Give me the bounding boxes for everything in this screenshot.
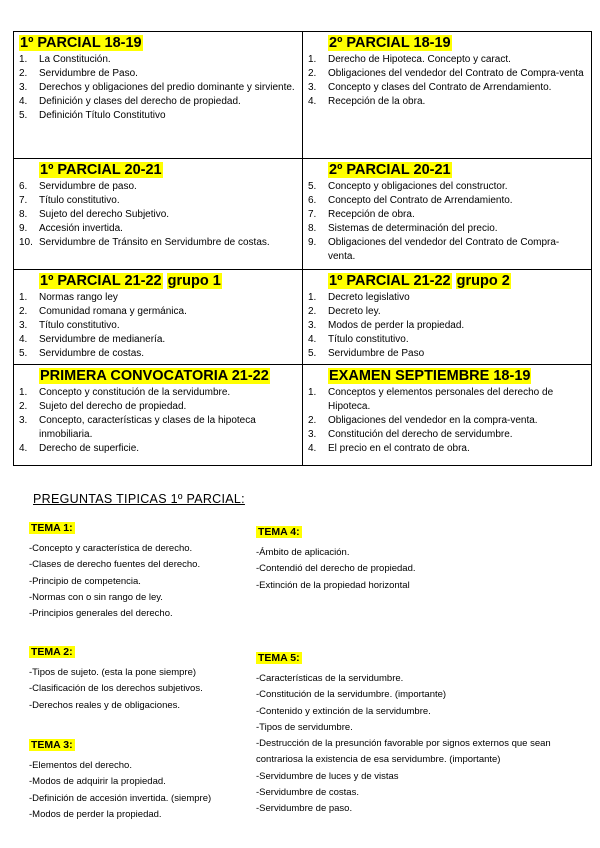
question-item <box>308 386 586 414</box>
question-list <box>308 180 586 264</box>
item-text: Sistemas de determinación del precio. <box>328 223 498 234</box>
item-text: Título constitutivo. <box>328 334 409 345</box>
question-item <box>19 414 297 442</box>
question-item <box>308 319 586 333</box>
tema-item: -Clasificación de los derechos subjetivos. <box>29 683 203 695</box>
item-number: 10. <box>19 237 33 248</box>
question-item <box>308 180 586 194</box>
item-number: 1. <box>308 387 317 398</box>
question-item <box>19 319 297 333</box>
question-item <box>19 208 297 222</box>
item-number: 1. <box>19 54 28 65</box>
tema-item: -Modos de adquirir la propiedad. <box>29 776 166 788</box>
question-list <box>308 291 586 361</box>
question-item <box>308 442 586 456</box>
tema-item: -Contenido y extinción de la servidumbre. <box>256 705 431 717</box>
question-item <box>19 222 297 236</box>
question-list <box>308 53 586 109</box>
item-text: Concepto, características y clases de la hipoteca inmobiliaria. <box>39 415 256 440</box>
question-item <box>19 109 297 123</box>
question-list <box>19 291 297 361</box>
question-item <box>308 347 586 361</box>
tema-title: TEMA 2: <box>31 646 73 658</box>
item-number: 8. <box>19 209 28 220</box>
question-item <box>308 53 586 67</box>
question-item <box>308 414 586 428</box>
cell-1-parcial-18-19 <box>14 32 303 159</box>
item-number: 3. <box>308 429 317 440</box>
question-list <box>308 386 586 456</box>
tema-item: -Normas con o sin rango de ley. <box>29 591 163 603</box>
tema-item: -Servidumbre de paso. <box>256 803 353 815</box>
item-number: 1. <box>308 54 317 65</box>
item-text: Servidumbre de Paso <box>328 348 425 359</box>
item-number: 2. <box>308 415 317 426</box>
question-item <box>308 222 586 236</box>
item-number: 2. <box>308 306 317 317</box>
item-text: Modos de perder la propiedad. <box>328 320 465 331</box>
item-text: Concepto y constitución de la servidumbre. <box>39 387 231 398</box>
section-heading: PREGUNTAS TIPICAS 1º PARCIAL: <box>33 492 245 506</box>
tema-item: -Ámbito de aplicación. <box>256 547 350 558</box>
item-text: Servidumbre de medianería. <box>39 334 166 345</box>
tema-title: TEMA 4: <box>258 526 300 538</box>
item-text: Sujeto del derecho de propiedad. <box>39 401 187 412</box>
question-item <box>19 53 297 67</box>
question-item <box>19 347 297 361</box>
question-item <box>308 208 586 222</box>
item-text: Accesión invertida. <box>39 223 123 234</box>
item-number: 1. <box>19 292 28 303</box>
question-list <box>19 53 297 123</box>
question-item <box>308 291 586 305</box>
question-item <box>308 305 586 319</box>
tema-4-block <box>256 525 576 594</box>
item-text: Servidumbre de Tránsito en Servidumbre de costas. <box>39 237 270 248</box>
item-number: 4. <box>308 96 317 107</box>
item-number: 2. <box>19 401 28 412</box>
cell-title: 2º PARCIAL 20-21 <box>329 162 451 178</box>
tema-item: -Clases de derecho fuentes del derecho. <box>29 559 201 571</box>
item-text: Derecho de superficie. <box>39 443 140 454</box>
item-number: 6. <box>308 195 317 206</box>
item-text: Obligaciones del vendedor del Contrato de Compra-venta <box>328 68 584 79</box>
tema-3-block <box>29 738 259 823</box>
question-item <box>19 180 297 194</box>
question-item <box>308 67 586 81</box>
item-number: 5. <box>19 110 28 121</box>
tema-list <box>29 665 259 714</box>
item-text: Comunidad romana y germánica. <box>39 306 187 317</box>
question-item <box>19 442 297 456</box>
item-text: Recepción de obra. <box>328 209 415 220</box>
question-item <box>19 291 297 305</box>
item-text: La Constitución. <box>39 54 111 65</box>
item-number: 7. <box>19 195 28 206</box>
tema-title: TEMA 3: <box>31 739 73 751</box>
item-number: 8. <box>308 223 317 234</box>
cell-2-parcial-18-19 <box>303 32 592 159</box>
cell-title: 1º PARCIAL 18-19 <box>20 35 142 51</box>
item-text: Servidumbre de Paso. <box>39 68 138 79</box>
question-item <box>308 236 586 264</box>
question-item <box>308 428 586 442</box>
tema-item: -Extinción de la propiedad horizontal <box>256 579 410 591</box>
tema-title: TEMA 5: <box>258 652 300 664</box>
item-number: 7. <box>308 209 317 220</box>
question-item <box>308 81 586 95</box>
tema-list <box>29 758 259 823</box>
item-number: 4. <box>308 334 317 345</box>
item-text: Obligaciones del vendedor en la compra-venta. <box>328 415 538 426</box>
item-text: Decreto ley. <box>328 306 381 317</box>
item-text: Conceptos y elementos personales del derecho de Hipoteca. <box>328 387 554 412</box>
tema-5-block <box>256 651 581 818</box>
tema-item: -Constitución de la servidumbre. (importante) <box>256 689 447 701</box>
item-text: Derecho de Hipoteca. Concepto y caract. <box>328 54 511 65</box>
cell-1-parcial-20-21 <box>14 159 303 270</box>
item-number: 4. <box>308 443 317 454</box>
cell-title: EXAMEN SEPTIEMBRE 18-19 <box>329 368 531 384</box>
tema-item: -Concepto y característica de derecho. <box>29 543 193 554</box>
tema-item: -Servidumbre de luces y de vistas <box>256 770 399 782</box>
question-item <box>19 333 297 347</box>
cell-title: 2º PARCIAL 18-19 <box>329 35 451 51</box>
question-list <box>19 386 297 456</box>
tema-1-block <box>29 521 259 622</box>
question-item <box>19 95 297 109</box>
tema-item: -Tipos de sujeto. (esta la pone siempre) <box>29 667 197 678</box>
item-text: Normas rango ley <box>39 292 118 303</box>
item-text: Recepción de la obra. <box>328 96 426 107</box>
exam-questions-table <box>13 31 592 466</box>
item-number: 1. <box>308 292 317 303</box>
tema-item: -Modos de perder la propiedad. <box>29 808 162 820</box>
question-item <box>308 95 586 109</box>
item-text: El precio en el contrato de obra. <box>328 443 470 454</box>
item-number: 1. <box>19 387 28 398</box>
tema-item: -Derechos reales y de obligaciones. <box>29 699 181 711</box>
item-number: 4. <box>19 443 28 454</box>
item-number: 3. <box>19 82 28 93</box>
item-number: 3. <box>308 82 317 93</box>
item-number: 2. <box>19 68 28 79</box>
item-text: Título constitutivo. <box>39 320 120 331</box>
item-number: 3. <box>308 320 317 331</box>
item-text: Título constitutivo. <box>39 195 120 206</box>
item-number: 2. <box>308 68 317 79</box>
item-text: Derechos y obligaciones del predio dominante y sirviente. <box>39 82 295 93</box>
tema-item: -Servidumbre de costas. <box>256 787 359 799</box>
cell-2-parcial-20-21 <box>303 159 592 270</box>
question-list <box>19 180 297 250</box>
item-number: 3. <box>19 415 28 426</box>
item-text: Definición y clases del derecho de propiedad. <box>39 96 241 107</box>
tema-item: -Definición de accesión invertida. (siempre) <box>29 792 212 804</box>
tema-item: -Características de la servidumbre. <box>256 673 404 684</box>
item-number: 5. <box>308 181 317 192</box>
item-text: Decreto legislativo <box>328 292 410 303</box>
tema-2-block <box>29 645 259 714</box>
item-text: Concepto y obligaciones del constructor. <box>328 181 508 192</box>
tema-item: -Destrucción de la presunción favorable por signos externos que sean contrariosa la existencia de esa servidumbre. (importante) <box>256 738 551 766</box>
tema-list <box>256 545 576 594</box>
tema-item: -Principio de competencia. <box>29 575 141 587</box>
question-item <box>19 236 297 250</box>
cell-title: 1º PARCIAL 21-22 grupo 2 <box>329 273 510 289</box>
item-text: Constitución del derecho de servidumbre. <box>328 429 513 440</box>
item-text: Definición Título Constitutivo <box>39 110 166 121</box>
question-item <box>19 194 297 208</box>
tema-list <box>29 541 259 622</box>
question-item <box>19 400 297 414</box>
question-item <box>308 333 586 347</box>
cell-1-parcial-21-22-grupo-1 <box>14 270 303 365</box>
item-number: 5. <box>19 348 28 359</box>
cell-examen-septiembre-18-19 <box>303 365 592 466</box>
cell-1-parcial-21-22-grupo-2 <box>303 270 592 365</box>
item-number: 2. <box>19 306 28 317</box>
item-number: 3. <box>19 320 28 331</box>
question-item <box>19 67 297 81</box>
item-number: 4. <box>19 96 28 107</box>
tema-item: -Contendió del derecho de propiedad. <box>256 563 416 575</box>
question-item <box>19 386 297 400</box>
item-text: Obligaciones del vendedor del Contrato de Compra-venta. <box>328 237 560 262</box>
tema-item: -Tipos de servidumbre. <box>256 721 353 733</box>
item-text: Servidumbre de paso. <box>39 181 137 192</box>
tema-title: TEMA 1: <box>31 522 73 534</box>
item-number: 9. <box>19 223 28 234</box>
item-number: 4. <box>19 334 28 345</box>
cell-title: 1º PARCIAL 21-22 grupo 1 <box>40 273 221 289</box>
tema-item: -Principios generales del derecho. <box>29 608 173 620</box>
cell-title: PRIMERA CONVOCATORIA 21-22 <box>40 368 269 384</box>
item-text: Concepto y clases del Contrato de Arrendamiento. <box>328 82 552 93</box>
cell-title: 1º PARCIAL 20-21 <box>40 162 162 178</box>
tema-list <box>256 671 581 818</box>
question-item <box>308 194 586 208</box>
item-text: Concepto del Contrato de Arrendamiento. <box>328 195 513 206</box>
item-number: 6. <box>19 181 28 192</box>
cell-primera-convocatoria-21-22 <box>14 365 303 466</box>
item-text: Servidumbre de costas. <box>39 348 145 359</box>
item-text: Sujeto del derecho Subjetivo. <box>39 209 170 220</box>
item-number: 9. <box>308 237 317 248</box>
tema-item: -Elementos del derecho. <box>29 760 132 771</box>
question-item <box>19 81 297 95</box>
question-item <box>19 305 297 319</box>
item-number: 5. <box>308 348 317 359</box>
